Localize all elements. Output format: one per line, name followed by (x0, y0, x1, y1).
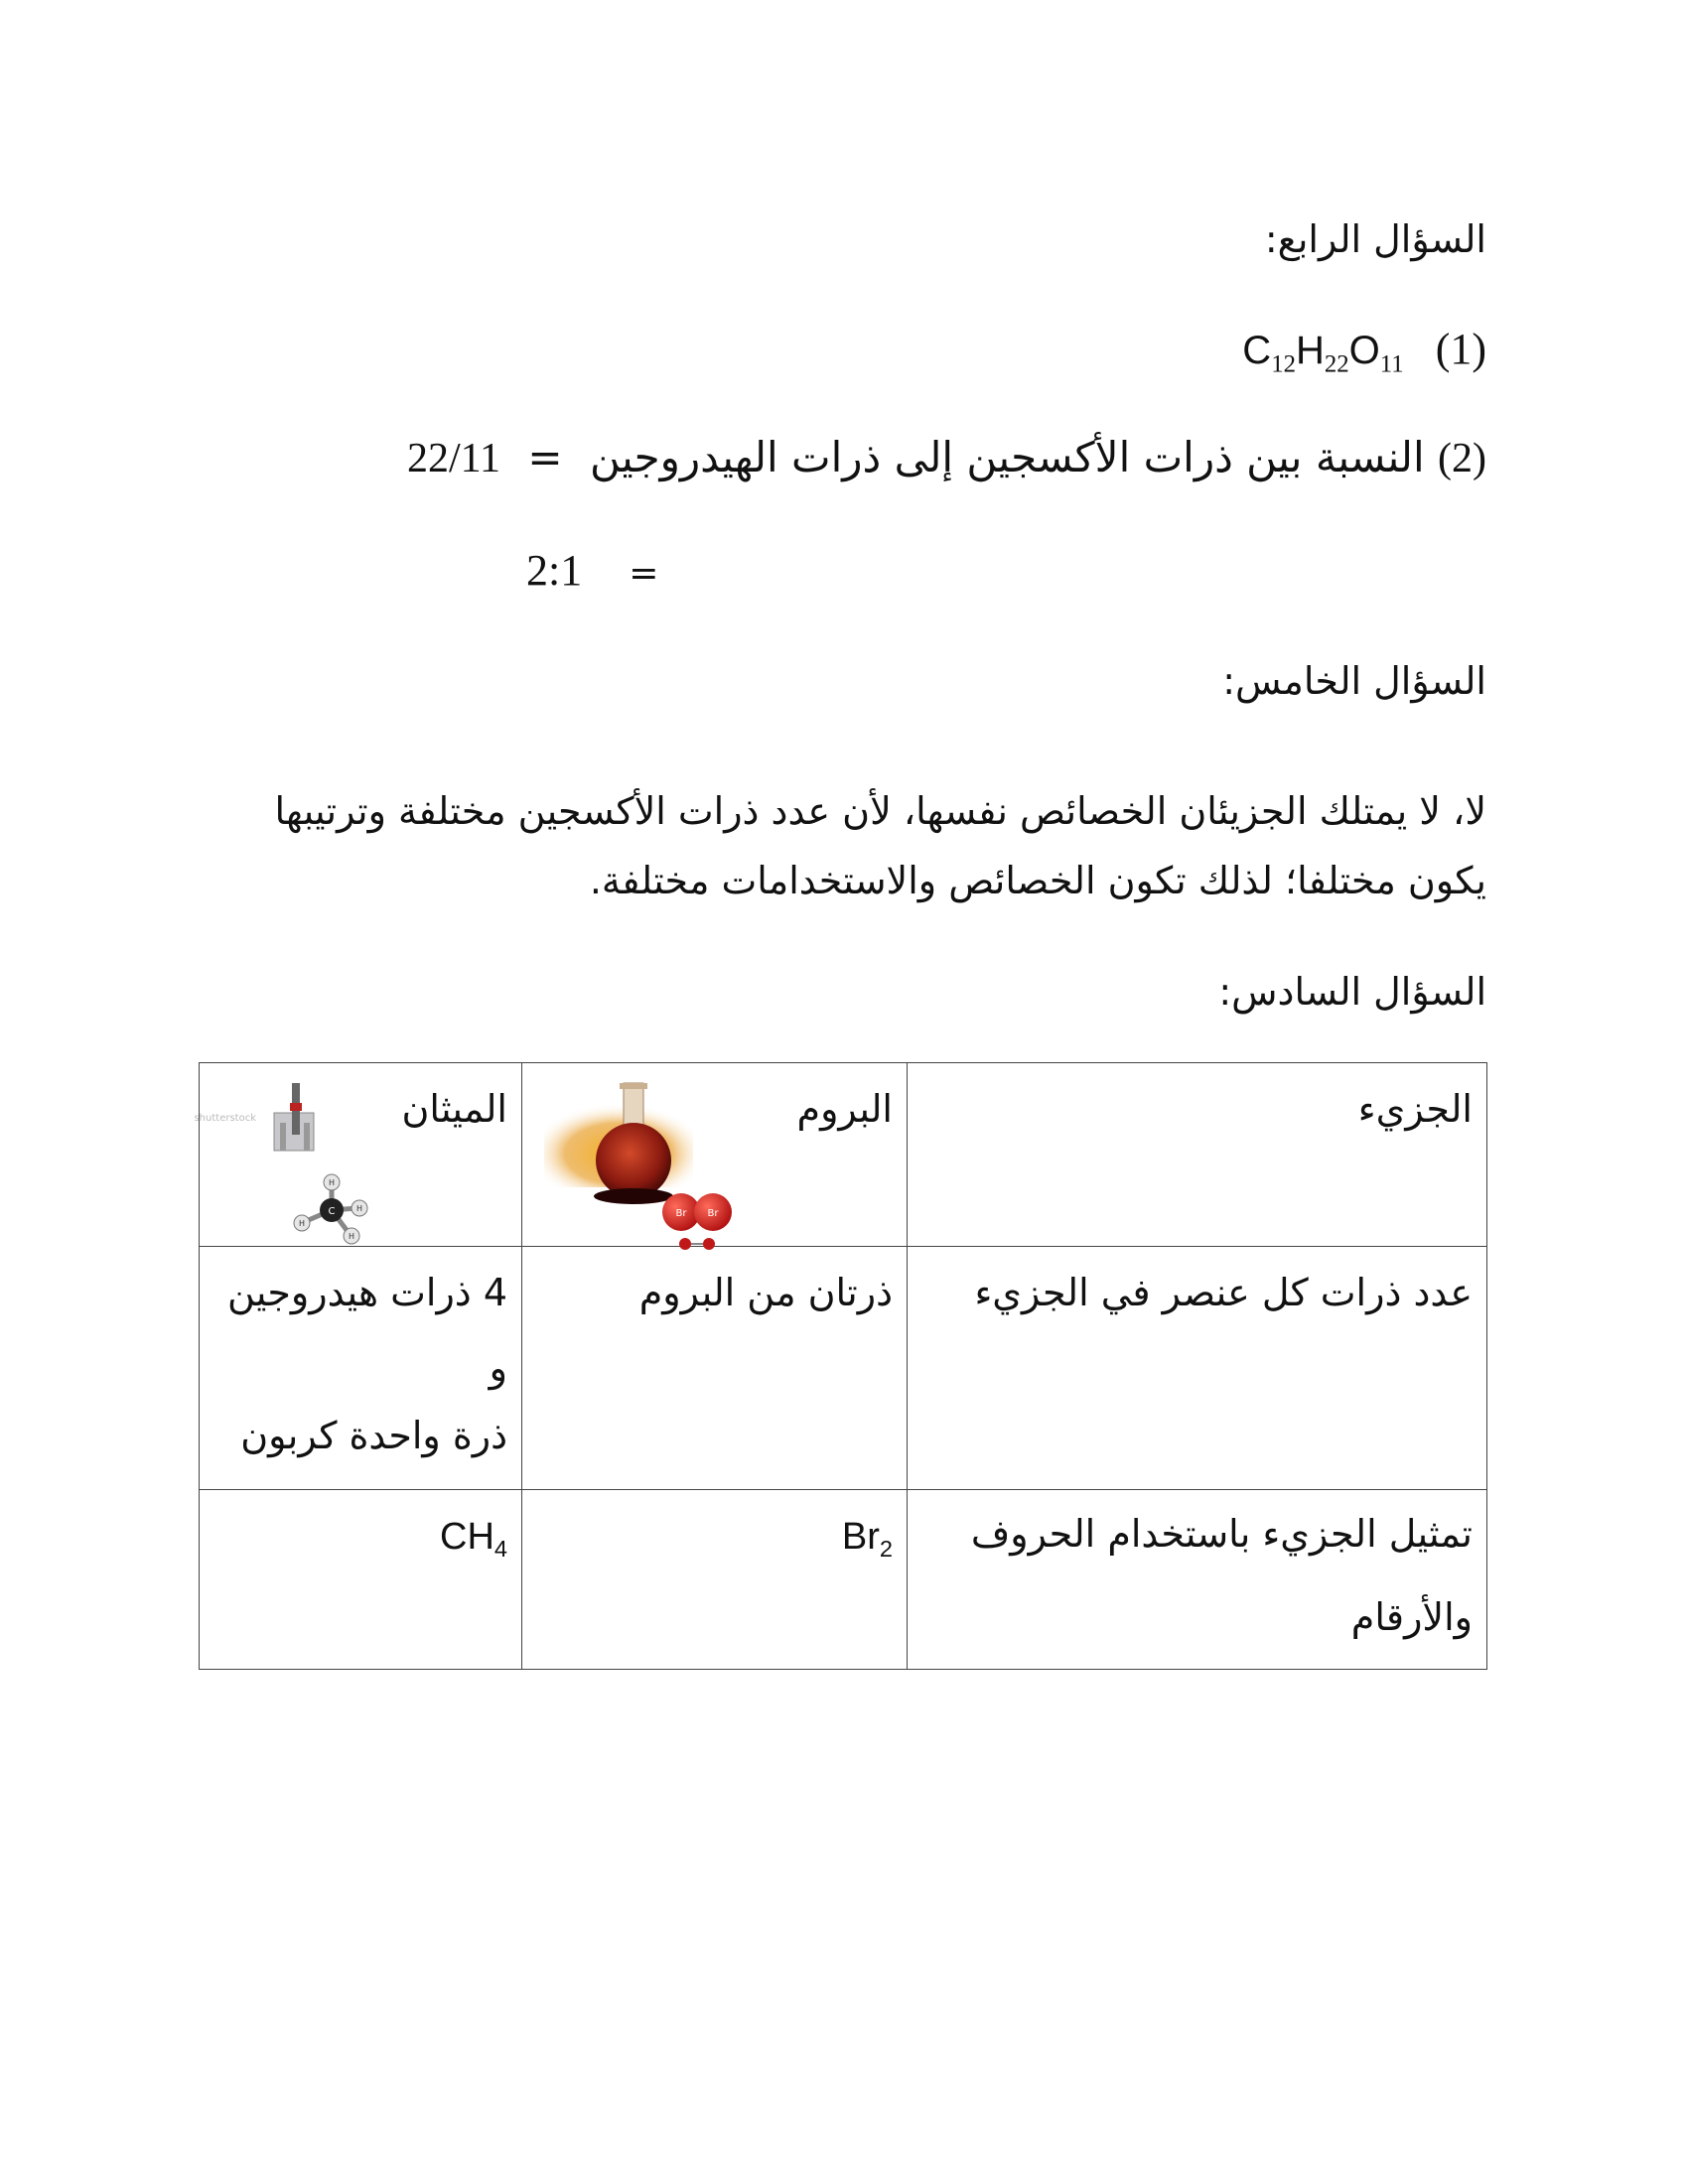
bromine-flask-image (544, 1083, 763, 1252)
ratio-simplified-equals: = (629, 553, 659, 594)
question-6-heading: السؤال السادس: (1218, 970, 1486, 1014)
cell-methane-header: الميثان shutterstock C H H H H (200, 1063, 522, 1247)
item-1-number: (1) (1435, 325, 1486, 373)
methane-h-label-2: H (298, 1219, 306, 1228)
ratio-simplified (526, 546, 659, 595)
molecule-table (194, 1062, 1487, 1670)
methane-h-label-4: H (348, 1232, 355, 1241)
question-5-answer-line-2: يكون مختلفا؛ لذلك تكون الخصائص والاستخدامات مختلفة. (589, 859, 1486, 902)
cell-bromine-header: البروم Br Br (522, 1063, 908, 1247)
question-4-item-1 (1242, 325, 1486, 378)
item-2-number: (2) (1438, 436, 1486, 481)
cell-atom-count-label: عدد ذرات كل عنصر في الجزيء (908, 1247, 1487, 1490)
methane-atoms-line-2: و (489, 1346, 507, 1390)
cell-molecule-label: الجزيء (908, 1063, 1487, 1247)
ratio-simplified-value: 2:1 (526, 546, 583, 595)
table-row-atom-count (200, 1247, 1487, 1490)
ratio-value: 22/11 (406, 436, 501, 481)
cell-methane-atoms (200, 1247, 522, 1490)
question-4-item-2 (406, 433, 1486, 481)
question-5-heading: السؤال الخامس: (1222, 659, 1486, 703)
cell-bromine-formula (522, 1490, 908, 1670)
cell-formula-label: تمثيل الجزيء باستخدام الحروف والأرقام (908, 1490, 1487, 1670)
watermark-text: shutterstock (194, 1113, 256, 1124)
question-5-answer-line-1: لا، لا يمتلك الجزيئان الخصائص نفسها، لأن عدد ذرات الأكسجين مختلفة وترتيبها (274, 789, 1486, 833)
sucrose-formula: $C_{12}H_{22}O_{11}$ (1242, 329, 1404, 378)
bromine-atom-label-1: Br (675, 1208, 687, 1219)
methane-atoms-line-1: 4 ذرات هيدروجين (227, 1271, 507, 1314)
methane-formula: $CH_4$ (440, 1516, 507, 1563)
ratio-description: النسبة بين ذرات الأكسجين إلى ذرات الهيدروجين (589, 433, 1425, 481)
bromine-atom-label-2: Br (707, 1208, 719, 1219)
question-4-heading: السؤال الرابع: (1264, 217, 1486, 261)
table-row-header (200, 1063, 1487, 1247)
cell-bromine-atoms: ذرتان من البروم (522, 1247, 908, 1490)
ratio-equals: = (527, 433, 563, 481)
methane-h-label-1: H (328, 1178, 336, 1187)
methane-h-label-3: H (355, 1204, 363, 1213)
cell-methane-formula (200, 1490, 522, 1670)
table-row-formula (200, 1490, 1487, 1670)
methane-atoms-line-3: ذرة واحدة كربون (240, 1414, 507, 1457)
bromine-formula: $Br_2$ (841, 1516, 893, 1563)
methane-carbon-label: C (328, 1206, 336, 1217)
